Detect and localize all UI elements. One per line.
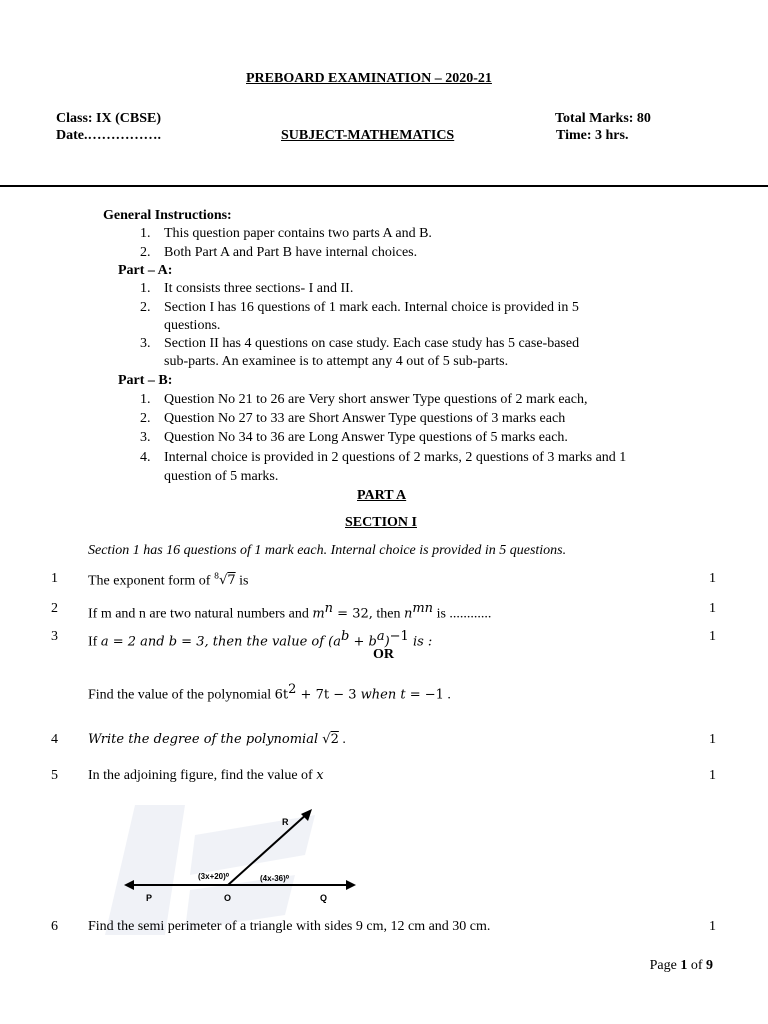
arrow-r-icon (301, 809, 312, 821)
question-text: If m and n are two natural numbers and $m^n = 32$, then $n^{mn}$ is ............ (88, 601, 492, 622)
total-marks: Total Marks: 80 (555, 111, 651, 126)
question-marks: 1 (709, 601, 716, 616)
instr-text: Question No 21 to 26 are Very short answer Type questions of 2 mark each, (164, 392, 588, 407)
or-separator: OR (373, 647, 394, 662)
label-o: O (224, 893, 232, 903)
question-marks: 1 (709, 919, 716, 934)
instr-number: 2. (140, 245, 151, 260)
section-note: Section 1 has 16 questions of 1 mark each. Internal choice is provided in 5 questions. (88, 543, 567, 558)
instr-number: 4. (140, 450, 151, 465)
question-text: If a = 2 and b = 3, then the value of $(a^b + b^a)^{-1}$ is : (88, 629, 433, 650)
question-number: 6 (51, 919, 58, 934)
instr-number: 1. (140, 226, 151, 241)
section-title: SECTION I (345, 515, 417, 530)
date-label: Date.……………. (56, 128, 161, 143)
question-text: In the adjoining figure, find the value of x (88, 768, 324, 783)
question-marks: 1 (709, 768, 716, 783)
instr-number: 3. (140, 430, 151, 445)
part-b-heading: Part – B: (118, 373, 173, 388)
angle-left-label: (3x+20)⁰ (198, 872, 230, 881)
instr-text: Section II has 4 questions on case study. Each case study has 5 case-based (164, 336, 580, 351)
page-number: Page 1 of 9 (649, 958, 713, 973)
instr-text-continued: question of 5 marks. (164, 469, 279, 484)
part-a-heading: Part – A: (118, 263, 173, 278)
instr-text: This question paper contains two parts A and B. (164, 226, 432, 241)
arrow-left-icon (124, 880, 134, 890)
time-label: Time: 3 hrs. (556, 128, 629, 143)
label-q: Q (320, 893, 328, 903)
instr-text-continued: sub-parts. An examinee is to attempt any 4 out of 5 sub-parts. (164, 354, 509, 369)
label-p: P (146, 893, 153, 903)
instr-text: Section I has 16 questions of 1 mark each. Internal choice is provided in 5 (164, 300, 579, 315)
question-text: Write the degree of the polynomial √2 . (88, 732, 346, 747)
label-r: R (282, 817, 289, 827)
instr-number: 3. (140, 336, 151, 351)
question-marks: 1 (709, 629, 716, 644)
instr-text: Question No 34 to 36 are Long Answer Type questions of 5 marks each. (164, 430, 568, 445)
exam-title: PREBOARD EXAMINATION – 2020-21 (246, 71, 492, 86)
question-marks: 1 (709, 732, 716, 747)
question-number: 2 (51, 601, 58, 616)
question-number: 3 (51, 629, 58, 644)
class-label: Class: IX (CBSE) (56, 111, 162, 126)
header-divider (0, 185, 768, 187)
angle-right-label: (4x-36)⁰ (260, 874, 289, 883)
general-instructions-heading: General Instructions: (103, 208, 232, 223)
question-number: 4 (51, 732, 58, 747)
arrow-right-icon (346, 880, 356, 890)
instr-number: 1. (140, 281, 151, 296)
instr-text: Internal choice is provided in 2 questions of 2 marks, 2 questions of 3 marks and 1 (164, 450, 627, 465)
sqrt-expression: √2 (322, 732, 339, 747)
question-alternative-text: Find the value of the polynomial $6t^2 + 7t - 3$ when t = −1 . (88, 682, 451, 703)
question-text: The exponent form of $^8$√7 is (88, 572, 249, 589)
question-text: Find the semi perimeter of a triangle with sides 9 cm, 12 cm and 30 cm. (88, 919, 491, 934)
instr-text-continued: questions. (164, 318, 221, 333)
instr-text: It consists three sections- I and II. (164, 281, 354, 296)
instr-number: 2. (140, 411, 151, 426)
question-number: 5 (51, 768, 58, 783)
instr-text: Question No 27 to 33 are Short Answer Type questions of 3 marks each (164, 411, 566, 426)
question-marks: 1 (709, 571, 716, 586)
instr-text: Both Part A and Part B have internal choices. (164, 245, 418, 260)
question-number: 1 (51, 571, 58, 586)
subject-label: SUBJECT-MATHEMATICS (281, 128, 455, 143)
instr-number: 1. (140, 392, 151, 407)
angle-figure (120, 805, 360, 905)
part-a-title: PART A (357, 488, 407, 503)
nth-root-expression: $^8$√7 (213, 572, 236, 589)
instr-number: 2. (140, 300, 151, 315)
